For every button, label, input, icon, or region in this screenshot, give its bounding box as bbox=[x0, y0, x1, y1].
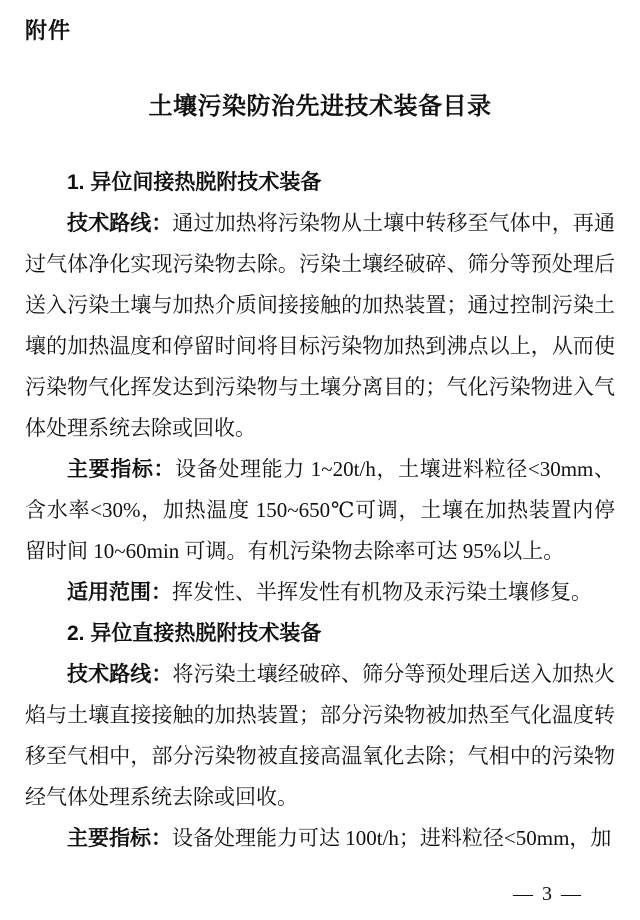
paragraph-text: 设备处理能力可达 100t/h；进料粒径<50mm，加 bbox=[172, 826, 612, 850]
section-1-heading: 1. 异位间接热脱附技术装备 bbox=[67, 171, 322, 194]
paragraph-text: 将污染土壤经破碎、筛分等预处理后送入加热火焰与土壤直接接触的加热装置；部分污染物被加热至气化温度转移至气相中，部分污染物被直接高温氧化去除；气相中的污染物经气体处理系统去除或回收。 bbox=[25, 662, 616, 809]
section-2-paragraph-key-indicators bbox=[25, 818, 615, 859]
paragraph-label: 主要指标： bbox=[67, 827, 172, 850]
section-1-paragraph-tech-route bbox=[25, 203, 615, 449]
paragraph-label: 技术路线： bbox=[67, 663, 173, 686]
section-2-heading: 2. 异位直接热脱附技术装备 bbox=[67, 622, 322, 645]
document-body bbox=[25, 162, 615, 859]
paragraph-label: 主要指标： bbox=[67, 458, 176, 481]
paragraph-label: 技术路线： bbox=[67, 212, 173, 235]
section-1-paragraph-scope bbox=[25, 572, 615, 613]
section-1-paragraph-key-indicators bbox=[25, 449, 615, 572]
paragraph-text: 设备处理能力 1~20t/h，土壤进料粒径<30mm、含水率<30%，加热温度 150~650℃可调，土壤在加热装置内停留时间 10~60min 可调。有机污染物去除率可达 95%以上。 bbox=[25, 457, 616, 563]
page-number: — 3 — bbox=[513, 883, 583, 905]
paragraph-text: 挥发性、半挥发性有机物及汞污染土壤修复。 bbox=[172, 580, 592, 604]
attachment-label: 附件 bbox=[25, 18, 72, 43]
paragraph-label: 适用范围： bbox=[67, 581, 172, 604]
page-title: 土壤污染防治先进技术装备目录 bbox=[148, 94, 492, 120]
paragraph-text: 通过加热将污染物从土壤中转移至气体中，再通过气体净化实现污染物去除。污染土壤经破碎、筛分等预处理后送入污染土壤与加热介质间接接触的加热装置；通过控制污染土壤的加热温度和停留时间将目标污染物加热到沸点以上，从而使污染物气化挥发达到污染物与土壤分离目的；气化污染物进入气体处理系统去除或回收。 bbox=[25, 211, 616, 440]
section-2-paragraph-tech-route bbox=[25, 654, 615, 818]
